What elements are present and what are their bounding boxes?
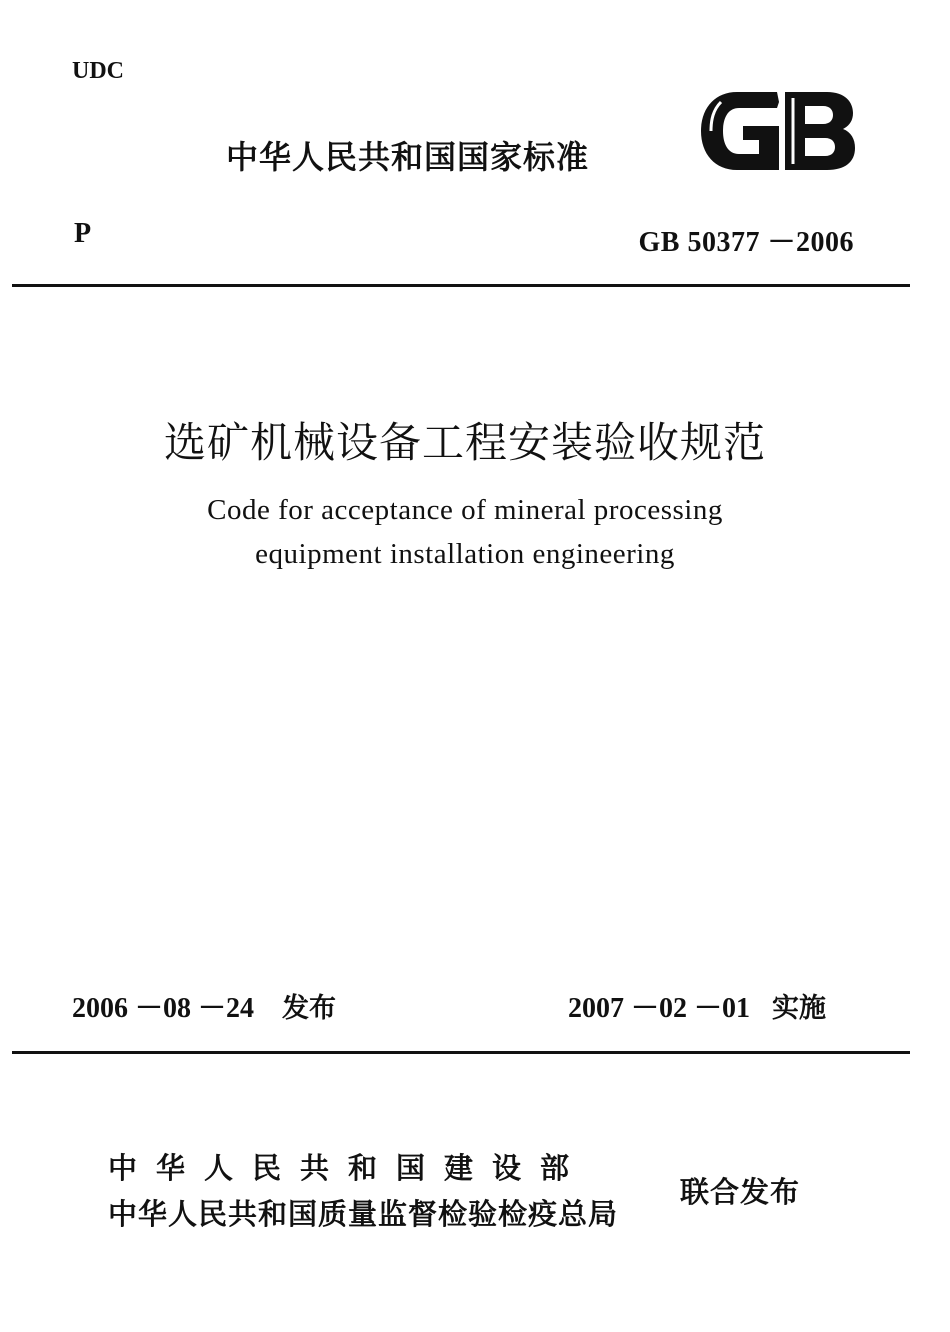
standard-type-heading: 中华人民共和国国家标准 — [226, 138, 590, 176]
top-divider — [12, 284, 910, 287]
standard-number: GB 50377 －2006 — [638, 227, 854, 258]
title-english-line-1: Code for acceptance of mineral processing — [207, 494, 723, 526]
bottom-divider — [12, 1051, 910, 1054]
publisher-aqsiq: 中华人民共和国质量监督检验检疫总局 — [108, 1197, 619, 1231]
title-english-line-2: equipment installation engineering — [255, 538, 675, 570]
joint-publish-label: 联合发布 — [680, 1175, 801, 1209]
title-chinese: 选矿机械设备工程安装验收规范 — [163, 418, 766, 467]
issue-label: 发布 — [282, 993, 337, 1024]
udc-label: UDC — [72, 58, 124, 84]
classification-code: P — [74, 218, 92, 249]
implementation-date: 2007 －02 －01 — [568, 993, 751, 1024]
gb-logo-icon — [697, 88, 859, 174]
implementation-label: 实施 — [772, 993, 827, 1024]
publisher-ministry-of-construction: 中华人民共和国建设部 — [108, 1151, 589, 1185]
gb-logo — [697, 88, 859, 174]
implementation-date-block — [568, 986, 826, 1026]
issue-date: 2006 －08 －24 — [72, 993, 255, 1024]
issue-date-block — [72, 986, 336, 1026]
